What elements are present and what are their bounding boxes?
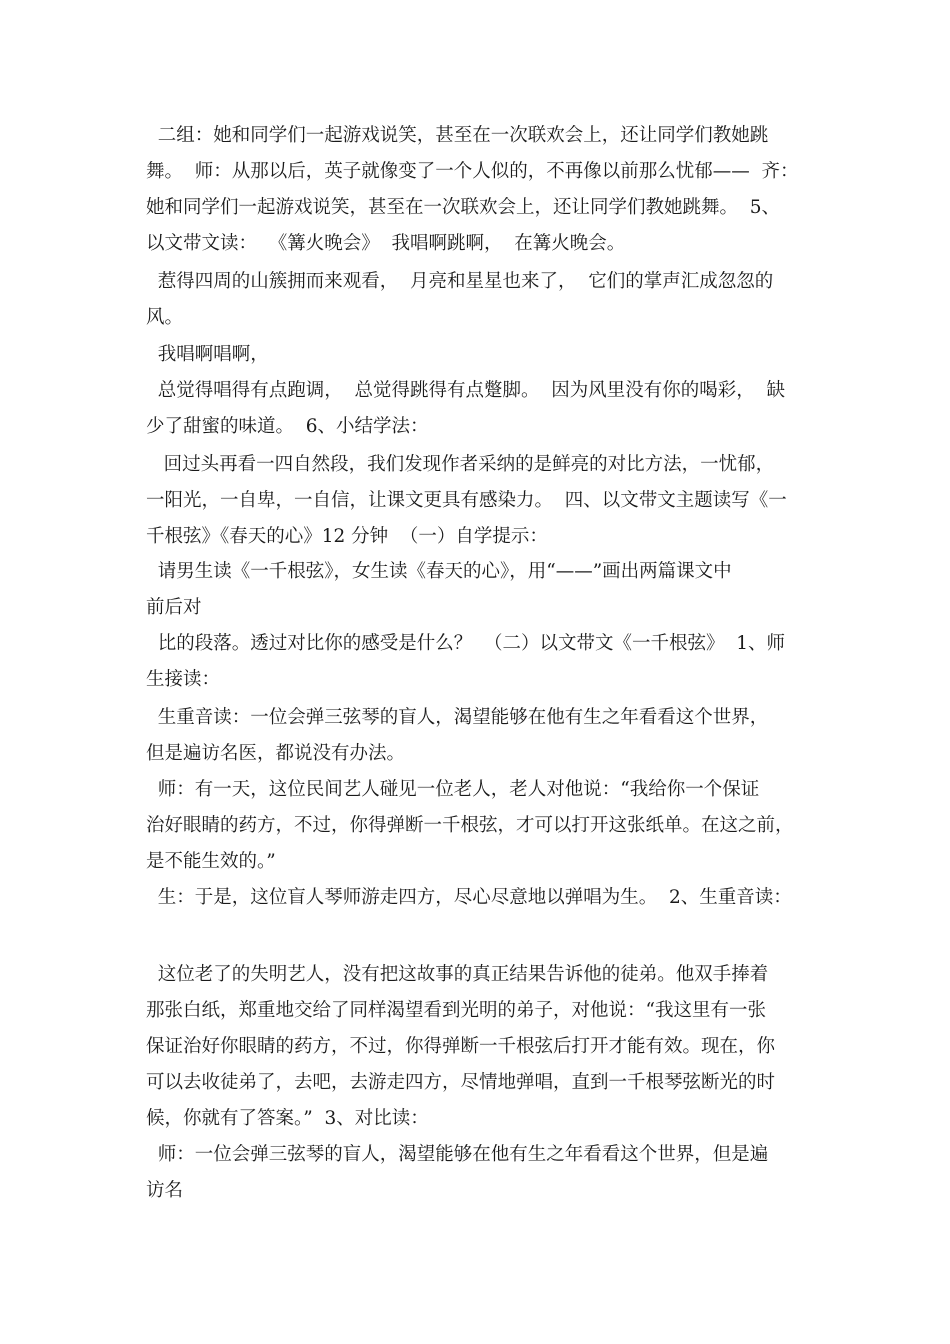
- text-line: 这位老了的失明艺人，没有把这故事的真正结果告诉他的徒弟。他双手捧着: [146, 964, 769, 985]
- text-line: 千根弦》《春天的心》12 分钟 （一）自学提示：: [146, 526, 548, 547]
- text-line: 比的段落。透过对比你的感受是什么？ （二）以文带文《一千根弦》 1、师: [146, 633, 786, 654]
- text-line: 请男生读《一千根弦》，女生读《春天的心》，用“——”画出两篇课文中: [146, 561, 732, 582]
- text-line: 风。: [146, 307, 184, 328]
- text-line: 师：一位会弹三弦琴的盲人，渴望能够在他有生之年看看这个世界，但是遍: [146, 1144, 769, 1165]
- text-line: 惹得四周的山簇拥而来观看， 月亮和星星也来了， 它们的掌声汇成忽忽的: [146, 271, 774, 292]
- text-line: 舞。 师：从那以后，英子就像变了一个人似的，不再像以前那么忧郁—— 齐：: [146, 161, 799, 182]
- text-line: 生：于是，这位盲人琴师游走四方，尽心尽意地以弹唱为生。 2、生重音读：: [146, 887, 792, 908]
- text-line: 我唱啊唱啊，: [146, 344, 269, 365]
- text-line: 回过头再看一四自然段，我们发现作者采纳的是鲜亮的对比方法，一忧郁，: [146, 454, 775, 475]
- text-line: 可以去收徒弟了，去吧，去游走四方，尽情地弹唱，直到一千根琴弦断光的时: [146, 1072, 776, 1093]
- text-line: 但是遍访名医，都说没有办法。: [146, 743, 406, 764]
- text-line: 生重音读：一位会弹三弦琴的盲人，渴望能够在他有生之年看看这个世界，: [146, 707, 769, 728]
- text-line: 一阳光，一自卑，一自信，让课文更具有感染力。 四、以文带文主题读写《一: [146, 490, 787, 511]
- text-line: 二组：她和同学们一起游戏说笑，甚至在一次联欢会上，还让同学们教她跳: [146, 125, 769, 146]
- text-line: 是不能生效的。”: [146, 851, 276, 872]
- text-line: 那张白纸，郑重地交给了同样渴望看到光明的弟子，对他说：“我这里有一张: [146, 1000, 766, 1021]
- text-line: 以文带文读： 《篝火晚会》 我唱啊跳啊， 在篝火晚会。: [146, 233, 626, 254]
- text-line: 访名: [146, 1180, 184, 1201]
- text-line: 少了甜蜜的味道。 6、小结学法：: [146, 416, 429, 437]
- text-line: 保证治好你眼睛的药方，不过，你得弹断一千根弦后打开才能有效。现在，你: [146, 1036, 776, 1057]
- text-line: 生接读：: [146, 669, 221, 690]
- text-line: 她和同学们一起游戏说笑，甚至在一次联欢会上，还让同学们教她跳舞。 5、: [146, 197, 781, 218]
- text-line: 总觉得唱得有点跑调， 总觉得跳得有点蹩脚。 因为风里没有你的喝彩， 缺: [146, 380, 786, 401]
- text-line: 师：有一天，这位民间艺人碰见一位老人，老人对他说：“我给你一个保证: [146, 779, 760, 800]
- text-line: 候，你就有了答案。” 3、对比读：: [146, 1108, 429, 1129]
- text-line: 治好眼睛的药方，不过，你得弹断一千根弦，才可以打开这张纸单。在这之前，: [146, 815, 794, 836]
- text-line: 前后对: [146, 597, 202, 618]
